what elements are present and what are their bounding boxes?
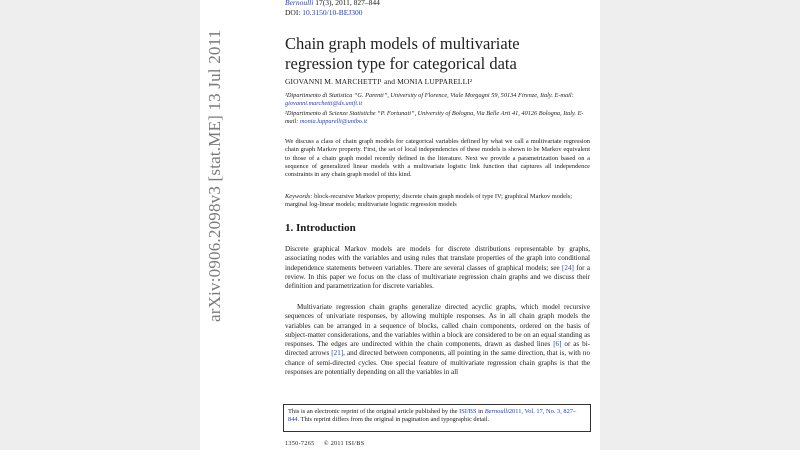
p2-text-c: , and directed between components, all pointing in the same direction, that is, with no chance of semi-directed cycles. One special feature of multivariate regression chain graphs is that the responses are potentially depending on all the variables in all [285,349,590,377]
publisher-link[interactable]: ISI/BS [459,408,477,415]
journal-header [285,0,380,17]
doi-label: DOI: [285,7,301,17]
ref-link-24[interactable]: [24] [562,263,574,272]
ref-link-21[interactable]: [21] [331,349,344,358]
journal-citation: 17(3), 2011, 827–844 [315,0,380,7]
section-title: Introduction [296,222,356,234]
affiliation-1 [285,92,591,108]
email-link-1[interactable]: giovanni.marchetti@ds.unifi.it [285,100,363,108]
paper-title: Chain graph models of multivariate regression type for categorical data [285,34,520,73]
reprint-notice [283,404,591,432]
keywords [285,193,590,210]
left-background [0,0,200,450]
reprint-text-c: This reprint differs from the original in pagination and typographic detail. [300,416,490,424]
reprint-journal-link[interactable]: Bernoulli [484,408,509,415]
ref-link-6[interactable]: [6] [553,340,562,349]
section-heading [285,222,356,234]
right-background [600,0,800,450]
issn: 1350-7265 [285,440,315,447]
arxiv-stamp: arXiv:0906.2098v3 [stat.ME] 13 Jul 2011 [205,29,224,322]
intro-paragraph-2 [285,303,590,377]
affiliation-2 [285,110,591,126]
affiliation-1-text: ¹Dipartimento di Statistica “G. Parenti”, University of Florence, Viale Morgagni 59, 50134 Firenze, Italy. E-mail: [285,92,574,99]
abstract: We discuss a class of chain graph models for categorical variables defined by what we call a multivariate regression chain graph Markov property. First, the set of local independencies of these models is shown to be Markov equivalent to those of a chain graph model recently defined in the literature. Next we provide a parametrization based on a sequence of generalized linear models with a multivariate logistic link function that captures all independence constraints in any chain graph model of this kind. [285,138,590,179]
reprint-text-b: in [478,408,484,415]
authors: GIOVANNI M. MARCHETTI¹ and MONIA LUPPARELLI² [285,77,473,86]
reprint-text-a: This is an electronic reprint of the original article published by the [288,408,458,415]
keywords-text: block-recursive Markov property; discrete chain graph models of type IV; graphical Markov models; marginal log-linear models; multivariate logistic regression models [285,193,572,209]
email-link-2[interactable]: monia.lupparelli@unibo.it [299,118,368,126]
p1-text-b: for a review. In this paper we focus on the class of multivariate regression chain graphs and we discuss their definition and parametrization for discrete variables. [285,263,591,291]
p2-text-a: Multivariate regression chain graphs generalize directed acyclic graphs, which model recursive sequences of univariate responses, by allowing multiple responses. As in all chain graph models the variables can be arranged in a sequence of blocks, called chain components, ordered on the basis of subject-matter considerations, and the variables within a block are considered to be on an equal standing as responses. The edges are undirected within the chain components, drawn as dashed lines [285,303,590,349]
journal-name[interactable]: Bernoulli [285,0,314,7]
doi-link[interactable]: 10.3150/10-BEJ300 [302,7,363,17]
section-number: 1. [285,222,294,234]
keywords-label: Keywords: [285,193,313,200]
intro-paragraph-1 [285,245,590,291]
affiliation-2-text: ²Dipartimento di Scienze Statistiche “P. Fortunati”, University of Bologna, Via Belle Arti 41, 40126 Bologna, Italy. E-mail: [285,110,584,126]
copyright: © 2011 ISI/BS [323,440,365,447]
reprint-citation-link[interactable]: 2011, Vol. 17, No. 3, 827–844. [288,408,577,424]
p1-text-a: Discrete graphical Markov models are models for discrete distributions representable by graphs, associating nodes with the variables and using rules that translate properties of the graph into conditional independence statements between variables. There are several classes of graphical models; see [285,245,590,272]
page-footer [285,440,364,447]
p2-text-b: or as bi-directed arrows [285,340,590,358]
